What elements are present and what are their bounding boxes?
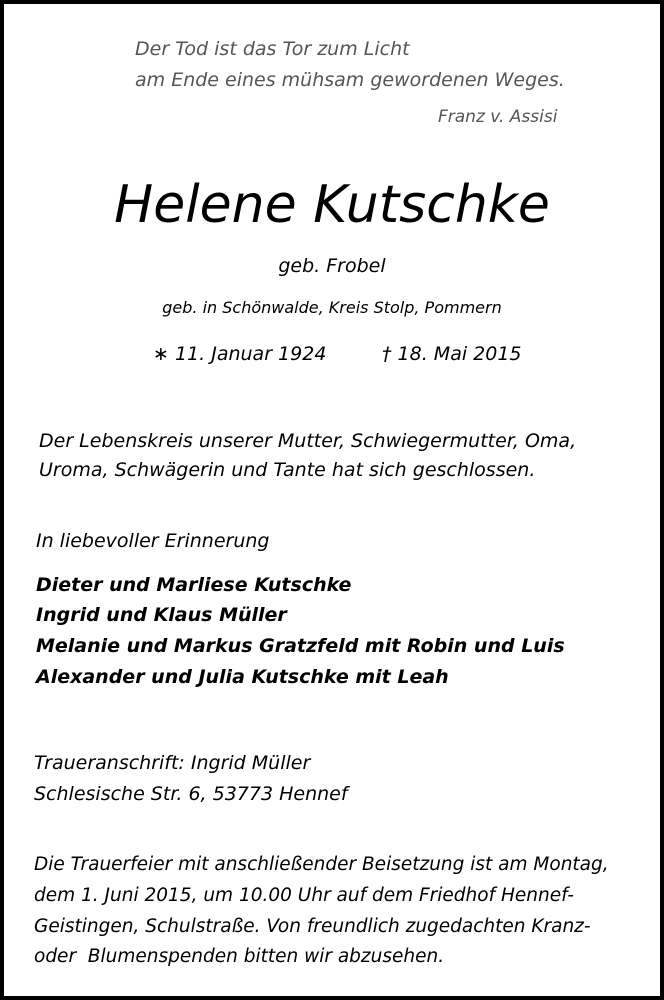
message-line-1: Der Lebenskreis unserer Mutter, Schwiegermutter, Oma, [39, 430, 577, 452]
ceremony-line-4: oder Blumenspenden bitten wir abzusehen. [34, 946, 445, 967]
birth-info [153, 343, 326, 365]
ceremony-line-2: dem 1. Juni 2015, um 10.00 Uhr auf dem Friedhof Hennef- [34, 885, 574, 906]
address-line-2: Schlesische Str. 6, 53773 Hennef [34, 783, 348, 805]
address-line-1: Traueranschrift: Ingrid Müller [34, 752, 311, 774]
death-symbol: † [382, 343, 392, 365]
quote-author: Franz v. Assisi [438, 107, 558, 127]
quote-line-1: Der Tod ist das Tor zum Licht [135, 38, 410, 60]
maiden-name: geb. Frobel [278, 255, 386, 277]
death-info [382, 343, 522, 365]
quote-line-2: am Ende eines mühsam gewordenen Weges. [135, 69, 565, 91]
family-member: Ingrid und Klaus Müller [36, 604, 287, 626]
family-member: Dieter und Marliese Kutschke [36, 574, 352, 596]
ceremony-line-1: Die Trauerfeier mit anschließender Beisetzung ist am Montag, [34, 854, 609, 875]
birth-symbol: ∗ [153, 343, 169, 365]
message-line-2: Uroma, Schwägerin und Tante hat sich geschlossen. [39, 459, 536, 481]
birthplace: geb. in Schönwalde, Kreis Stolp, Pommern [162, 298, 502, 317]
death-date: 18. Mai 2015 [397, 343, 522, 365]
family-member: Alexander und Julia Kutschke mit Leah [36, 666, 449, 688]
ceremony-line-3: Geistingen, Schulstraße. Von freundlich zugedachten Kranz- [34, 916, 591, 937]
birth-date: 11. Januar 1924 [174, 343, 327, 365]
family-member: Melanie und Markus Gratzfeld mit Robin und Luis [36, 635, 565, 657]
deceased-name: Helene Kutschke [114, 175, 550, 235]
remembrance-label: In liebevoller Erinnerung [36, 530, 270, 552]
